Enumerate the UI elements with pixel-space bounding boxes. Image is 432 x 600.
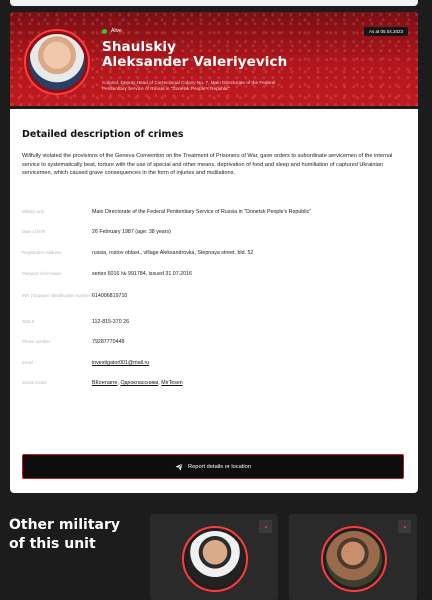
avatar-photo: [29, 34, 85, 90]
email-link[interactable]: investigator001@mail.ru: [92, 360, 150, 366]
previous-card-edge: [10, 0, 418, 6]
send-icon: [175, 463, 183, 471]
social-link-vkontakte[interactable]: ВКонтакте: [92, 380, 118, 386]
detail-key: INN (Taxpayer identification number): [22, 293, 92, 298]
detail-value: 79287770448: [92, 339, 125, 345]
status-dot-icon: [102, 29, 107, 34]
detail-value: 26 February 1987 (age: 38 years): [92, 229, 171, 235]
profile-card: [10, 12, 418, 493]
other-military-title: [9, 516, 120, 554]
detail-value: series 6016 № 991784, issued 31.07.2016: [92, 271, 192, 277]
status-badge: [102, 28, 122, 34]
social-link-mirtesen[interactable]: MirTesen: [161, 380, 183, 386]
detail-row-passport: [22, 271, 406, 278]
scrollbar[interactable]: [425, 0, 429, 600]
flag-icon: [398, 520, 411, 533]
top-strip: [0, 0, 432, 12]
crime-description: Willfully violated the provisions of the Geneva Convention on the Treatment of Prisoners of War, gave orders to subordinate servicemen of the internal service to systematically beat, torture with the use of special and other means, deprivation of food and sleep and humiliation of captured Ukrainian servicemen, which caused grave consequences in the form of injuries and mutilations.: [22, 153, 393, 177]
unit-member-card[interactable]: [150, 514, 278, 600]
as-of-date-badge: [364, 27, 408, 36]
name-line-surname: Shaulskiy: [102, 39, 177, 55]
unit-member-card[interactable]: [289, 514, 417, 600]
detail-value: 112-815-370 26: [92, 319, 130, 325]
report-button-label: Report details or location: [188, 463, 251, 470]
detail-row-email: [22, 360, 406, 367]
flag-icon: [259, 520, 272, 533]
avatar-photo: [187, 531, 243, 587]
other-title-line1: Other military: [9, 517, 120, 533]
detail-row-birth-date: [22, 229, 406, 236]
detail-value: [92, 360, 149, 367]
detail-row-snils: [22, 319, 406, 326]
social-link-odnoklassniki[interactable]: Одноклассники: [120, 380, 159, 386]
report-details-button[interactable]: [22, 454, 404, 479]
detail-row-phone: [22, 339, 406, 346]
detail-row-inn: [22, 293, 406, 300]
detail-key: Phone number: [22, 339, 51, 344]
avatar: [182, 526, 248, 592]
as-of-text: As at 05.04.2023: [368, 29, 403, 34]
detail-value: Main Directorate of the Federal Penitentiary Service of Russia in "Donetsk People's Republic": [92, 209, 312, 215]
person-position: Colonel, Deputy Head of Correctional Colony No. 7, Main Directorate of the Federal Penitentiary Service of Russia in "Donetsk People's Republic": [102, 80, 276, 91]
avatar: [24, 29, 90, 95]
profile-header: [10, 12, 418, 109]
avatar-photo: [326, 531, 382, 587]
avatar: [321, 526, 387, 592]
status-label: Alive: [111, 28, 122, 34]
detail-key: Date of birth: [22, 229, 46, 234]
detail-key: Passport information: [22, 271, 62, 276]
detail-row-military-unit: [22, 209, 406, 216]
detail-row-social-media: [22, 380, 406, 387]
detail-key: Registration address: [22, 250, 62, 255]
detail-value: russia, rostov oblast., village Aleksandrovka, Stepnaya street, bld. 52: [92, 250, 254, 256]
detail-row-registration-address: [22, 250, 406, 257]
other-title-line2: of this unit: [9, 536, 96, 552]
section-title: Detailed description of crimes: [22, 129, 184, 140]
name-line-given: Aleksander Valeriyevich: [102, 54, 288, 70]
detail-key: SNILS: [22, 319, 35, 324]
detail-key: Military unit: [22, 209, 44, 214]
detail-key: Email: [22, 360, 33, 365]
person-name: [102, 40, 287, 70]
detail-key: Social media: [22, 380, 47, 385]
header-divider: [10, 106, 418, 109]
detail-value: 614006819710: [92, 293, 128, 299]
detail-value: ВКонтакте, Одноклассники, MirTesen: [92, 380, 183, 386]
